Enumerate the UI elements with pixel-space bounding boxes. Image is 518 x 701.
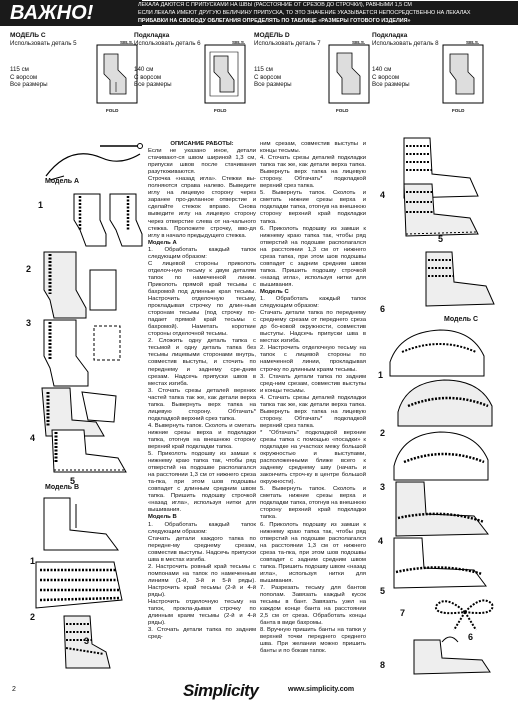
paragraph: Стачать детали каждого тапка по передне-му среднему срезам, совместив выступы. Надсечь припуски шва в местах изгиба. <box>148 535 256 563</box>
brand-logo: Simplicity <box>183 681 259 700</box>
selvages-label: SELS. <box>120 40 134 45</box>
layout-lining-5 <box>134 32 262 122</box>
fabric-nap: С ворсом <box>372 73 400 81</box>
header-note: ПРИБАВКИ НА СВОБОДУ ОБЛЕГАНИЯ ОПРЕДЕЛЯТЬ ПО ТАБЛИЦЕ «РАЗМЕРЫ ГОТОВОГО ИЗДЕЛИЯ» <box>138 18 411 24</box>
fabric-sizes: Все размеры <box>372 81 410 88</box>
step-b5-illustration <box>396 178 496 248</box>
needle-illustration <box>40 136 150 184</box>
step-a5-illustration <box>44 426 134 476</box>
layout-title: Подкладка <box>134 32 170 39</box>
paragraph: 7. Разрезать тесьму для бантов пополам. Завязать каждый кусок тесьмы в бант. Завязать узел на каждом конце банта на расстоянии 2,5 см от среза. Обработать концы банта в виде бахромы. <box>260 584 366 627</box>
paragraph: 3. Сточать срезы деталей верхних частей тапка так же, как детали верха тапка. Вывернуть верх тапка на лицевую сторону. Обтачать* подкладкой верхний срез тапка. <box>148 387 256 422</box>
step-c5-illustration <box>382 534 502 594</box>
fabric-sizes: Все размеры <box>254 81 292 88</box>
page-footer <box>0 676 518 699</box>
paragraph: 5. Приколоть подошву из замши к нижнему краю тапка так, чтобы ряд отверстий на подошве располагался на расстоянии 1,3 см от нижнего среза та-пка, при этом шов подошвы совпадет с длинным средним швом тапка. Пришить подошву строчкой «назад игла», используя нитки для вышивания. <box>148 451 256 514</box>
bow-illustration <box>430 592 500 632</box>
step-number: 3 <box>84 636 90 646</box>
step-number: 6 <box>468 632 474 642</box>
step-number: 7 <box>400 608 406 618</box>
layout-piece: Использовать деталь 8 <box>372 40 439 47</box>
paragraph: 3. Сточать детали тапка по задним сред- <box>148 627 256 641</box>
fabric-width: 115 см <box>10 66 29 73</box>
paragraph: 1. Обработать каждый тапок следующим образом: <box>260 296 366 310</box>
header-notes <box>134 1 518 25</box>
step-number: 5 <box>70 476 76 486</box>
instructions-heading: ОПИСАНИЕ РАБОТЫ: <box>170 141 234 147</box>
selvages-label: SELS. <box>352 40 366 45</box>
fabric-sizes: Все размеры <box>10 81 48 88</box>
layout-diagram <box>204 44 246 106</box>
layout-title: МОДЕЛЬ С <box>10 32 46 39</box>
model-heading: Модель В <box>148 514 177 521</box>
fold-label: FOLD <box>452 108 465 113</box>
model-c-label: Модель С <box>444 316 479 323</box>
layout-spec <box>134 66 172 89</box>
step-number: 1 <box>30 556 36 566</box>
step-c3-illustration <box>384 424 504 486</box>
header-note: ЛЕКАЛА ДАЮТСЯ С ПРИПУСКАМИ НА ШВЫ (РАССТОЯНИЕ ОТ СРЕЗОВ ДО СТРОЧКИ), РАВНЫМИ 1,5 СМ <box>138 2 412 8</box>
layout-lining-7 <box>372 32 500 122</box>
model-a-label: Модель А <box>45 178 80 185</box>
step-number: 2 <box>30 612 36 622</box>
page-header <box>0 0 518 26</box>
step-c2-illustration <box>388 372 508 432</box>
layout-model-c <box>10 32 138 122</box>
step-b1-illustration <box>36 494 136 564</box>
step-b6-illustration <box>396 248 506 318</box>
fabric-nap: С ворсом <box>134 73 162 81</box>
step-number: 4 <box>380 190 386 200</box>
fabric-width: 115 см <box>254 66 273 73</box>
layout-diagram <box>328 44 370 106</box>
instructions-column-1 <box>148 141 256 641</box>
fabric-width: 140 см <box>372 66 392 73</box>
model-heading: Модель С <box>260 288 289 295</box>
step-number: 1 <box>38 200 44 210</box>
fabric-width: 140 см <box>134 66 154 73</box>
step-a1-illustration <box>70 190 146 250</box>
step-number: 3 <box>380 482 386 492</box>
layout-spec <box>10 66 48 89</box>
page-number: 2 <box>12 686 16 693</box>
layout-piece: Использовать деталь 5 <box>10 40 77 47</box>
fabric-nap: С ворсом <box>10 73 38 81</box>
selvages-label: SELS. <box>466 40 480 45</box>
paragraph: Строчка «назад игла». Стежки вы-полняются справа налево. Выведите иглу на лицевую сторону через заранее про-деланное отверстие и сделайте стежок вправо. Снова выведите иглу на лицевую сторону через отверстие слева от на-чального стежка. Проложите строчку, вво-дя иглу в начало предыдущего стежка. <box>148 176 256 239</box>
paragraph: 1. Обработать каждый тапок следующим образом: <box>148 521 256 535</box>
step-a3-illustration <box>34 316 124 388</box>
instructions-column-2 <box>260 141 366 655</box>
paragraph: С лицевой стороны приколоть отделоч-ную тесьму к двум деталям тапок по намеченной линии. Приколоть прямой край тесьмы с бахромой под длинные края тесьмы. Настрочить отделочную тесьму, прокладывая строчку по длин-ным сторонам тесьмы (под строчку по-падает прямой край тесьмы с бахромой). Наметать короткие стороны отделочной тесьмы. <box>148 260 256 338</box>
paragraph: 5. Вывернуть тапок. Сколоть и сметать нижние срезы верха и подкладки тапка, отогнув на внешнюю сторону верхний край подкладки тапка. <box>260 486 366 521</box>
step-c8-illustration <box>404 632 504 676</box>
layout-diagram <box>96 44 138 106</box>
step-number: 1 <box>378 370 384 380</box>
paragraph: 6. Приколоть подошву из замши к нижнему краю тапка так, чтобы ряд отверстий на подошве располагался на расстоянии 1,3 см от нижнего среза та-пка, при этом шов подошвы совпадет с задним средним швом тапка. Пришить подошву швом «назад игла», используя нитки для вышивания. <box>260 521 366 584</box>
paragraph: 1. Обработать каждый тапок следующим образом: <box>148 246 256 260</box>
layout-spec <box>372 66 410 89</box>
paragraph: 6. Приколоть подошву из замши к нижнему краю тапка так, чтобы ряд отверстий на подошве располагался на расстоянии 1,3 см от нижнего среза тапка, при этом шов подошвы совпадет с задним средним швом тапка. Пришить подошву строчкой «назад игла», используя нитки для вышивания. <box>260 225 366 288</box>
header-title: ВАЖНО! <box>0 0 142 26</box>
layout-title: Подкладка <box>372 32 408 39</box>
layout-piece: Использовать деталь 7 <box>254 40 321 47</box>
step-b2-illustration <box>30 556 140 616</box>
selvages-label: SELS. <box>232 40 246 45</box>
paragraph: Если не указано иное, детали стачивают-ся швом шириной 1,3 см, припуски швов после стачивания разутюживаются. <box>148 148 256 176</box>
paragraph: 2. Настрочить ровный край тесьмы с помпонами на тапок по намеченным линиям (1-й, 3-й и 5-й ряды). Настрочить край тесьмы (2-й и 4-й ряды). <box>148 563 256 598</box>
step-number: 2 <box>26 264 32 274</box>
layout-spec <box>254 66 292 89</box>
paragraph: 4. Сточать срезы деталей подкладки тапка так же, как детали верха тапка. Вывернуть верх тапка на лицевую сторону. Обтачать* подкладкой верхний срез тапка. <box>260 155 366 190</box>
paragraph: Стачать детали тапка по переднему среднему срезам от переднего среза до бо-ковой окружности, совместив выступы. Надсечь припуски шва в местах изгиба. <box>260 310 366 345</box>
step-number: 4 <box>30 433 36 443</box>
step-number: 5 <box>438 234 444 244</box>
paragraph: Настрочить отделочную тесьму на тапок, прокла-дывая строчку по длинным краям тесьмы (2-й и 4-й ряды). <box>148 599 256 627</box>
paragraph: 5. Вывернуть тапок. Сколоть и сметать нижние срезы верха и подкладки тапка, отогнув на внешнюю сторону верхний край подкладки тапка. <box>260 190 366 225</box>
step-number: 5 <box>380 586 386 596</box>
paragraph: 2. Настрочить отделочную тесьму на тапок с лицевой стороны по намеченной линии, прокладывая строчку по длинным краям тесьмы. <box>260 345 366 373</box>
paragraph: 3. Стачать детали тапка по задним сред-ним срезам, совместив выступы и концы тесьмы. <box>260 373 366 394</box>
step-a2-illustration <box>36 250 120 320</box>
model-b-label: Модель В <box>45 484 80 491</box>
brand-url: www.simplicity.com <box>288 686 355 693</box>
paragraph: 4. Стачать срезы деталей подкладки тапка так же, как детали верха тапка. Вывернуть верх тапка на лицевую сторону. Обтачать* подкладкой верхний срез тапка. <box>260 394 366 429</box>
step-number: 2 <box>380 428 386 438</box>
header-note: ЕСЛИ ЛЕКАЛА ИМЕЮТ ДРУГУЮ ВЕЛИЧИНУ ПРИПУСКА, ТО ЭТО ЗНАЧЕНИЕ УКАЗЫВАЕТСЯ НЕПОСРЕДСТВЕННО НА ЛЕКАЛАХ <box>138 10 471 16</box>
model-heading: Модель А <box>148 239 177 246</box>
fabric-nap: С ворсом <box>254 73 282 81</box>
step-number: 6 <box>380 304 386 314</box>
fold-label: FOLD <box>214 108 227 113</box>
layout-title: МОДЕЛЬ D <box>254 32 290 39</box>
paragraph: ним срезам, совместив выступы и концы тесьмы. <box>260 141 366 155</box>
paragraph: 8. Вручную пришить банты на тапки у верхней точки переднего среднего шва. При желании можно пришить банты и по бокам тапок. <box>260 627 366 655</box>
fabric-sizes: Все размеры <box>134 81 172 88</box>
layout-model-d <box>254 32 382 122</box>
layout-piece: Использовать деталь 6 <box>134 40 201 47</box>
paragraph: 2. Сложить одну деталь тапка с тесьмой и одну деталь тапка без тесьмы лицевыми сторонами внутрь, совместив выступы, и сточить по переднему и заднему сре-дним срезам. Надсечь припуски швов в местах изгиба. <box>148 338 256 387</box>
step-number: 3 <box>26 318 32 328</box>
layout-strip <box>0 28 518 128</box>
paragraph: 4. Вывернуть тапок. Сколоть и сметать нижние срезы верха и подкладки тапка, отогнув на внешнюю сторону верхний край подкладки тапка. <box>148 422 256 451</box>
layout-diagram <box>442 44 484 106</box>
paragraph: * "Обтачать" подкладкой верхние срезы тапка с помощью «посадки» к подкладке на участках межу большой окружностью и выступами, расположенными ближе всего к заднему среднему шву (начать и закончить строч-ку в центре большой окружности). <box>260 429 366 486</box>
step-number: 4 <box>378 536 384 546</box>
step-number: 8 <box>380 660 386 670</box>
fold-label: FOLD <box>336 108 349 113</box>
fold-label: FOLD <box>106 108 119 113</box>
